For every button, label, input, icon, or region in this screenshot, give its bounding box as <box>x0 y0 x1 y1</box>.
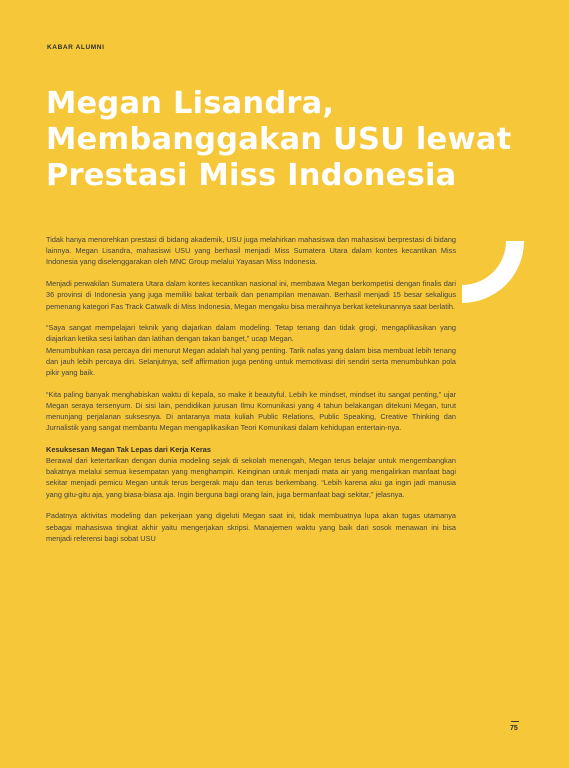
section-kicker: KABAR ALUMNI <box>47 44 105 51</box>
article-body <box>46 234 456 544</box>
title-line-2: Membanggakan USU lewat <box>46 122 512 157</box>
subheading: Kesuksesan Megan Tak Lepas dari Kerja Keras <box>46 445 211 455</box>
page-number-divider <box>511 721 519 722</box>
paragraph-5: “Kita paling banyak menghabiskan waktu di kepala, so make it beautyful. Lebih ke mindset, mindset itu sangat penting,” ujar Megan seraya tersenyum. Di sisi lain, pendidikan jurusan Ilmu Komunikasi yang 4 tahun belakangan ditekuni Megan, turut menunjang perjalanan suksesnya. Di antaranya mata kuliah Public Relations, Public Speaking, Creative Thinking dan Jurnalistik yang sangat membantu Megan mengaplikasikan Teori Komunikasi dalam kehidupan entertain-nya. <box>46 389 456 433</box>
title-line-3: Prestasi Miss Indonesia <box>46 158 457 193</box>
page-number: 75 <box>510 725 518 732</box>
quarter-arc-decoration <box>462 241 524 303</box>
paragraph-4: Menumbuhkan rasa percaya diri menurut Megan adalah hal yang penting. Tarik nafas yang dalam bisa membuat lebih tenang dan jauh lebih percaya diri. Selanjutnya, self affirmation juga penting untuk memotivasi diri sendiri serta menumbuhkan pola pikir yang baik. <box>46 345 456 378</box>
paragraph-2: Menjadi perwakilan Sumatera Utara dalam kontes kecantikan nasional ini, membawa Megan berkompetisi dengan finalis dari 36 provinsi di Indonesia yang juga memiliki bakat terbaik dan penampilan menawan. Berhasil menjadi 15 besar sekaligus pemenang kategori Fas Track Catwalk di Miss Indonesia, Megan mengaku bisa meraihnya berkat ketekunannya saat berlatih. <box>46 279 456 311</box>
article-title <box>46 86 516 194</box>
paragraph-6: Berawal dari ketertarikan dengan dunia modeling sejak di sekolah menengah, Megan terus belajar untuk mengembangkan bakatnya melalui semua kesempatan yang menghampiri. Keinginan untuk menjadi mata air yang mengalirkan manfaat bagi sekitar menjadi pemicu Megan untuk terus bergerak maju dan terus berkembang. “Lebih karena aku ga ingin jadi manusia yang gitu-gitu aja, yang biasa-biasa aja. Ingin berguna bagi orang lain, juga bermanfaat bagi sekitar,” jelasnya. <box>46 456 456 499</box>
paragraph-1: Tidak hanya menorehkan prestasi di bidang akademik, USU juga melahirkan mahasiswa dan mahasiswi berprestasi di bidang lainnya. Megan Lisandra, mahasiswi USU yang berhasil menjadi Miss Sumatera Utara dalam kontes kecantikan Miss Indonesia yang diselenggarakan oleh MNC Group melalui Yayasan Miss Indonesia. <box>46 235 456 267</box>
paragraph-3: “Saya sangat mempelajari teknik yang diajarkan dalam modeling. Tetap tenang dan tidak grogi, mengaplikasikan yang diajarkan ketika sesi latihan dan latihan dengan takan banget,” ucap Megan. <box>46 323 456 344</box>
title-line-1: Megan Lisandra, <box>46 86 335 121</box>
paragraph-7: Padatnya aktivitas modeling dan pekerjaan yang digeluti Megan saat ini, tidak membuatnya lupa akan tugas utamanya sebagai mahasiswa tingkat akhir yaitu mengerjakan skripsi. Manajemen waktu yang baik dari sosok menawan ini bisa menjadi referensi bagi sobat USU <box>46 511 456 543</box>
